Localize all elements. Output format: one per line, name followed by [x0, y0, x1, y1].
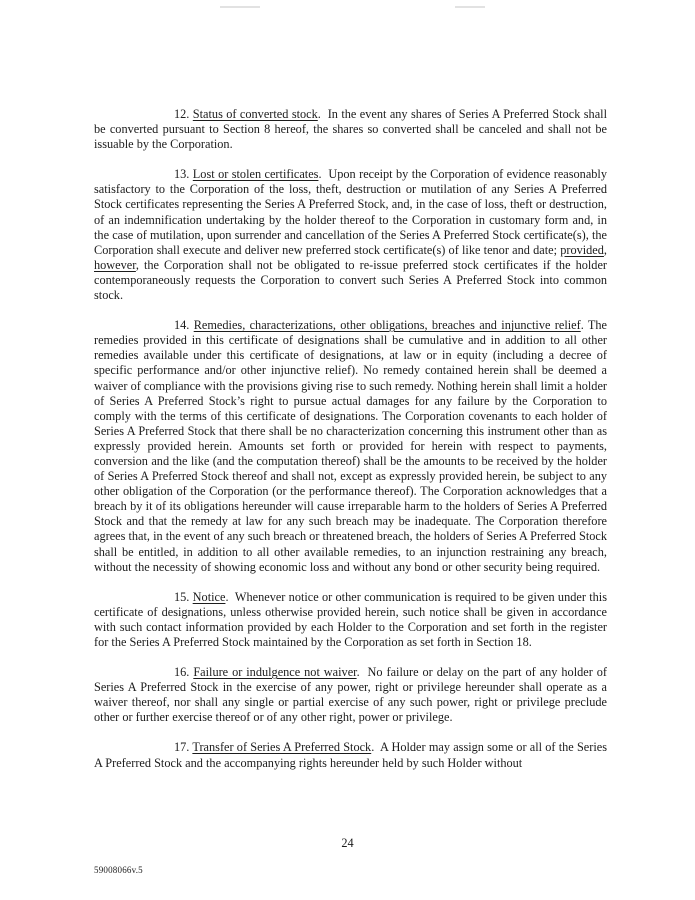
section-14: [94, 318, 607, 575]
section-text: No failure or delay on the part of any holder of Series A Preferred Stock in the exercise of any power, right or privilege hereunder shall operate as a waiver thereof, nor shall any single or partial exercise of any such power, right or privilege preclude other or further exercise thereof or of any other right, power or privilege.: [94, 665, 607, 725]
section-text: A Holder may assign some or all of the Series A Preferred Stock and the accompanying rights hereunder held by such Holder without: [94, 740, 608, 770]
section-text: In the event any shares of Series A Preferred Stock shall be converted pursuant to Section 8 hereof, the shares so converted shall be canceled and shall not be issuable by the Corporation.: [94, 107, 607, 152]
section-heading: Failure or indulgence not waiver: [193, 665, 357, 680]
provided-term: provided: [560, 242, 604, 257]
section-text-continued: , the Corporation shall not be obligated to re-issue preferred stock certificates if the holder contemporaneously requests the Corporation to convert such Series A Preferred Stock into common stock.: [94, 257, 607, 303]
section-13: [94, 167, 607, 303]
page-number: 24: [341, 836, 354, 850]
section-heading: Notice: [192, 589, 226, 604]
heading-period: .: [225, 589, 229, 604]
section-number: 16.: [174, 665, 190, 680]
section-15: [94, 590, 607, 650]
section-heading: Transfer of Series A Preferred Stock: [192, 740, 372, 755]
heading-period: .: [317, 107, 321, 121]
heading-period: .: [356, 665, 360, 680]
section-17: [94, 740, 607, 770]
section-heading: Remedies, characterizations, other obligations, breaches and injunctive relief: [193, 318, 581, 333]
heading-period: .: [371, 740, 375, 755]
scan-artifact: [220, 6, 260, 8]
heading-period: .: [318, 167, 322, 182]
however-term: however: [94, 257, 136, 272]
scan-artifact: [455, 6, 485, 8]
section-number: 12.: [174, 107, 190, 121]
section-number: 17.: [174, 740, 190, 755]
section-number: 15.: [174, 589, 190, 604]
section-text: Whenever notice or other communication is required to be given under this certificate of designations, unless otherwise provided herein, such notice shall be given in accordance with such contact information provided by each Holder to the Corporation and set forth in the register for the Series A Preferred Stock maintained by the Corporation as set forth in Section 18.: [94, 589, 607, 649]
section-number: 13.: [174, 167, 190, 182]
section-16: [94, 665, 607, 725]
heading-period: .: [580, 318, 584, 333]
document-body: [94, 107, 607, 771]
section-text: The remedies provided in this certificate of designations shall be cumulative and in addition to all other remedies available under this certificate of designations, at law or in equity (including a decree of specific performance and/or other injunctive relief). No remedy contained herein shall be deemed a waiver of compliance with the provisions giving rise to such remedy. Nothing herein shall limit a holder of Series A Preferred Stock’s right to pursue actual damages for any failure by the Corporation to comply with the terms of this certificate of designations. The Corporation covenants to each holder of Series A Preferred Stock that there shall be no characterization concerning this instrument other than as expressly provided herein. Amounts set forth or provided for herein with respect to payments, conversion and the like (and the computation thereof) shall be the amounts to be received by the holder of Series A Preferred Stock thereof and shall not, except as expressly provided herein, be subject to any other obligation of the Corporation (or the performance thereof). The Corporation acknowledges that a breach by it of its obligations hereunder will cause irreparable harm to the holders of Series A Preferred Stock and that the remedy at law for any such breach may be inadequate. The Corporation therefore agrees that, in the event of any such breach or threatened breach, the holders of Series A Preferred Stock shall be entitled, in addition to all other available remedies, to an injunction restraining any breach, without the necessity of showing economic loss and without any bond or other security being required.: [94, 318, 607, 574]
document-id: 59008066v.5: [94, 865, 143, 875]
section-heading: Lost or stolen certificates: [192, 167, 319, 182]
section-heading: Status of converted stock: [192, 107, 318, 121]
comma-separator: ,: [603, 242, 607, 257]
section-text: Upon receipt by the Corporation of evidence reasonably satisfactory to the Corporation of the loss, theft, destruction or mutilation of any Series A Preferred Stock certificates representing the Series A Preferred Stock, and, in the case of loss, theft or destruction, of an indemnification undertaking by the holder thereof to the Corporation in customary form and, in the case of mutilation, upon surrender and cancellation of the Series A Preferred Stock certificate(s), the Corporation shall execute and deliver new preferred stock certificate(s) of like tenor and date;: [94, 167, 607, 257]
section-12: [94, 107, 607, 152]
section-number: 14.: [174, 318, 190, 333]
